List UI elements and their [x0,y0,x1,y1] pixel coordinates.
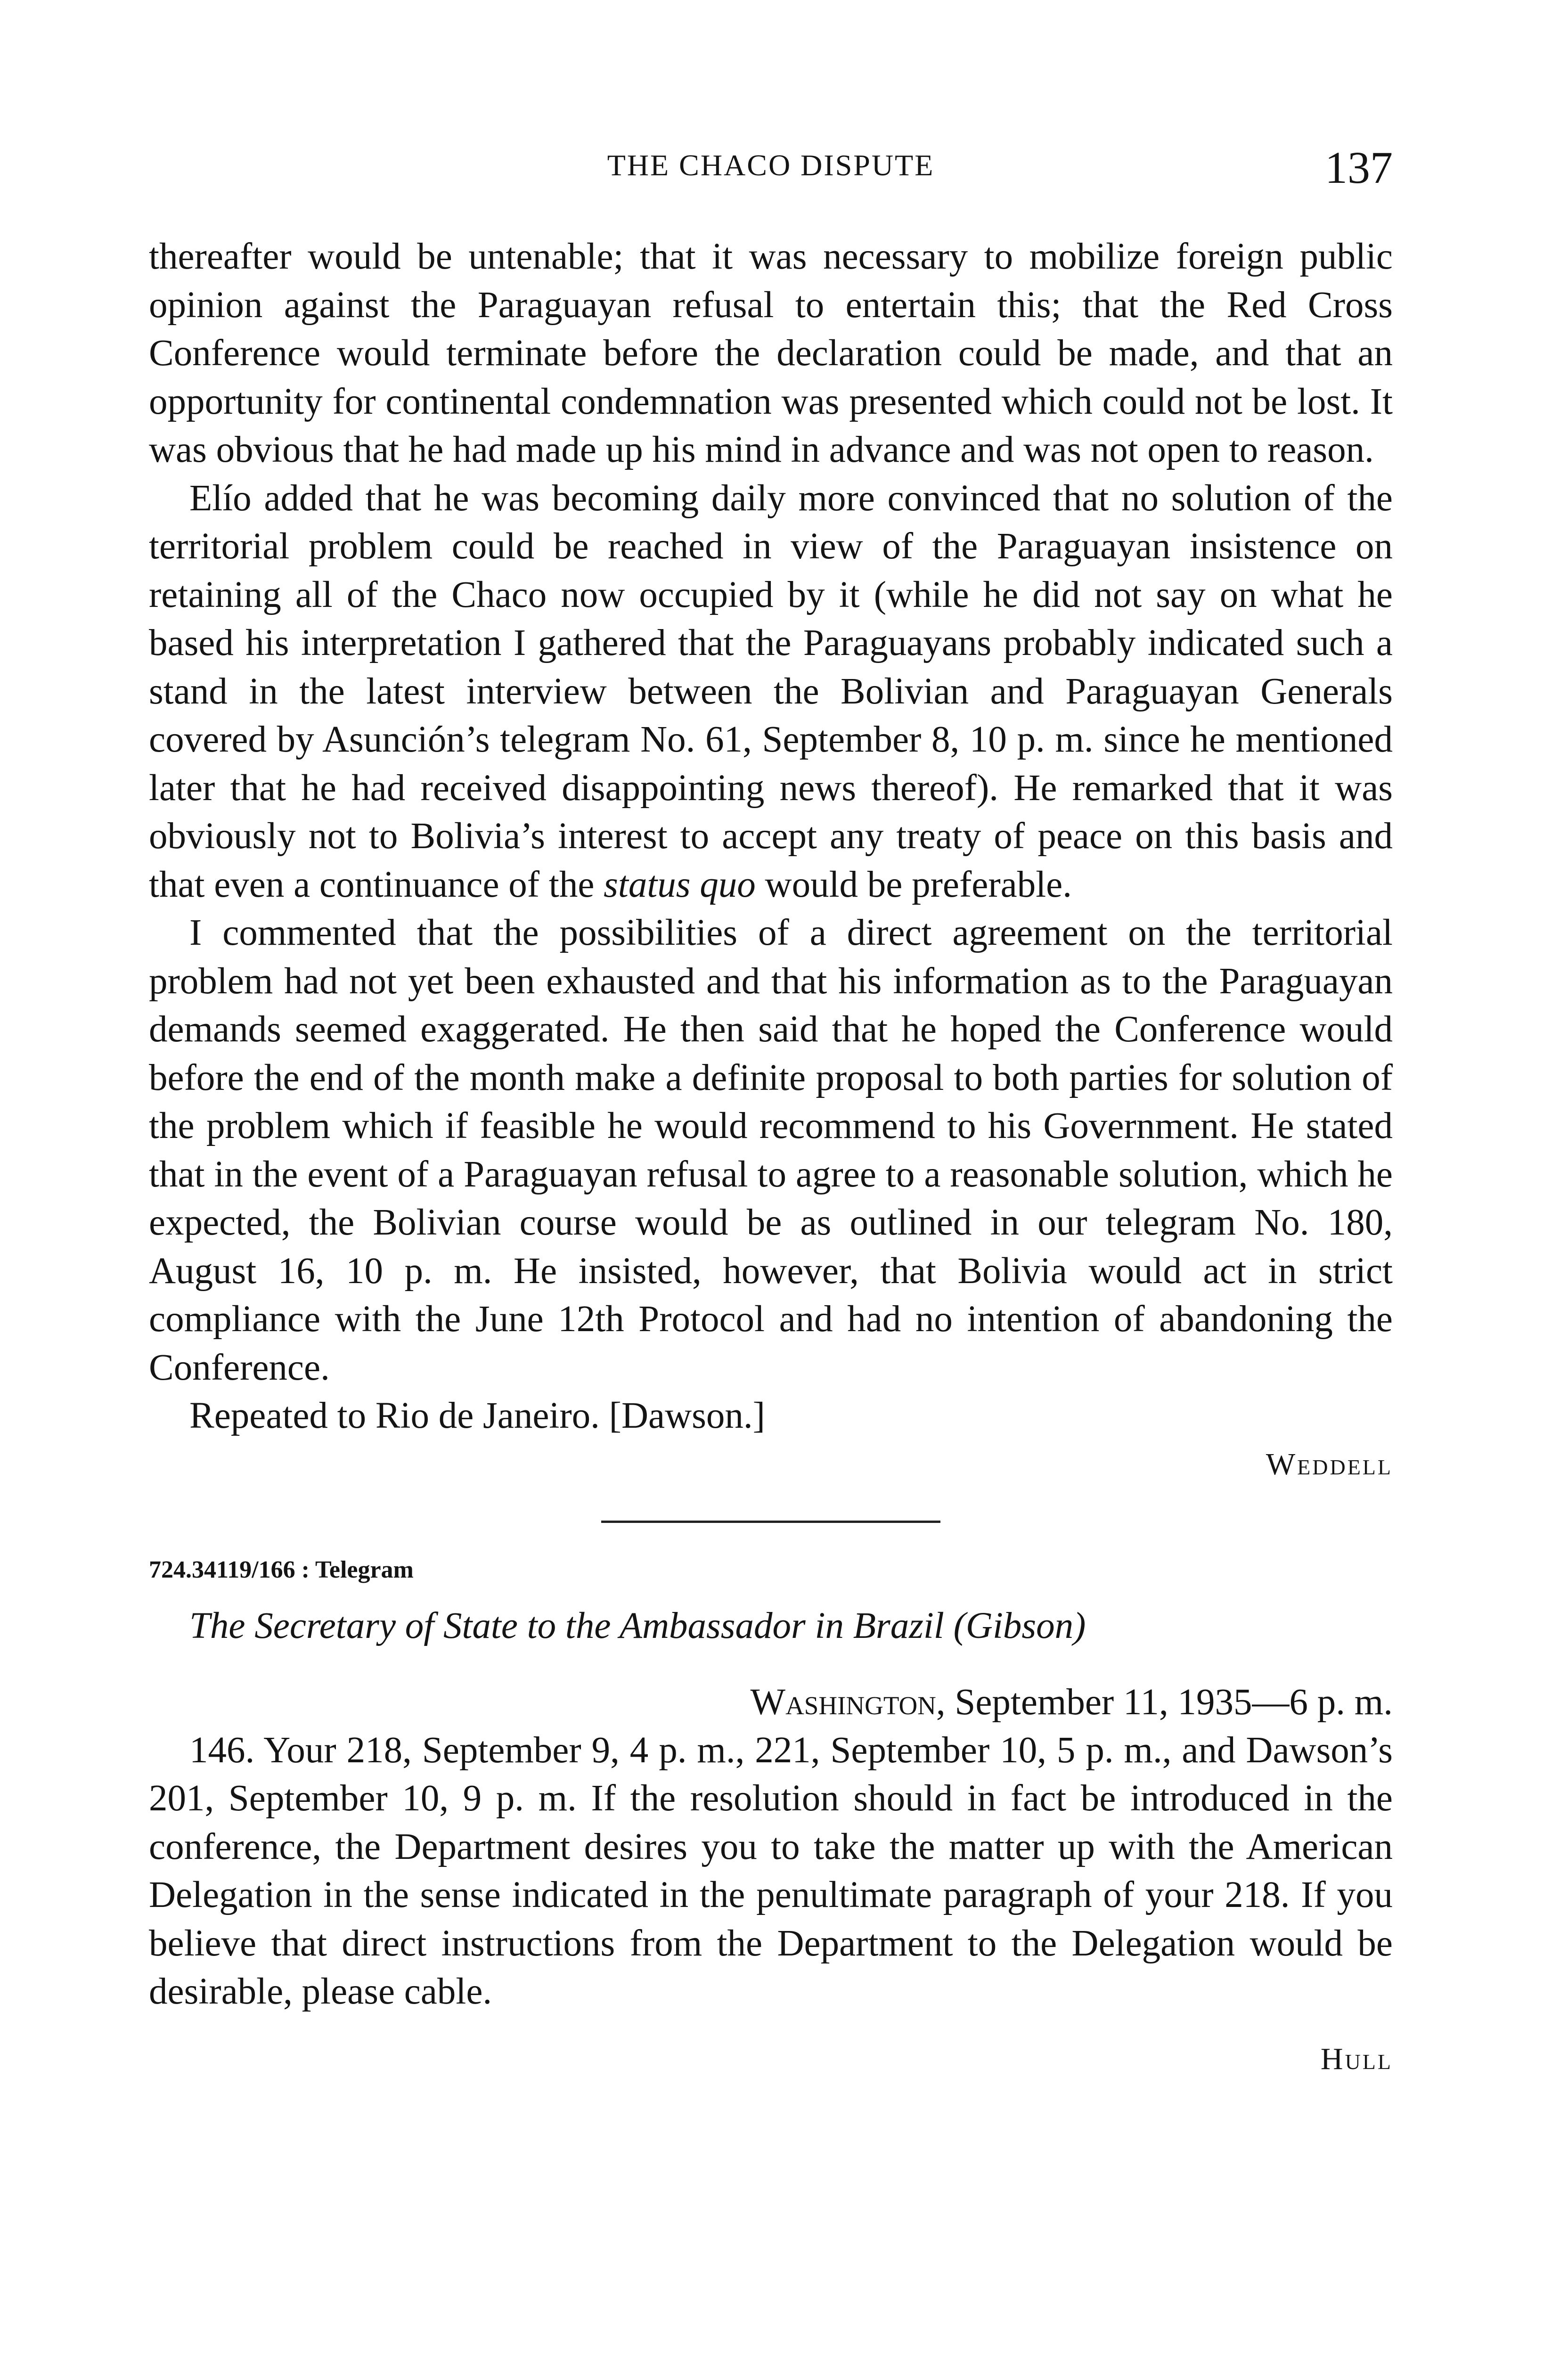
page-number: 137 [1325,142,1393,193]
body-text [149,233,1393,2083]
document-page [149,0,1393,2356]
dateline-date: , September 11, 1935—6 p. m. [936,1681,1393,1723]
status-quo-italic: status quo [604,864,756,905]
signature-hull: Hull [1320,2041,1393,2076]
paragraph-repeated: Repeated to Rio de Janeiro. [Dawson.] [189,1395,765,1436]
paragraph-commented: I commented that the possibilities of a direct agreement on the territorial problem had not yet been exhausted and that his information as to the Paraguayan demands seemed exaggerated. He then said that he hoped the Conference would before the end of the month make a definite proposal to both parties for solution of the problem which if feasible he would recommend to his Government. He stated that in the event of a Paraguayan refusal to agree to a reasonable solution, which he expected, the Bolivian course would be as outlined in our telegram No. 180, August 16, 10 p. m. He insisted, however, that Bolivia would act in strict compliance with the June 12th Protocol and had no intention of abandoning the Conference. [149,912,1393,1388]
section-divider [601,1521,940,1523]
paragraph-elio [149,474,1393,909]
running-head [149,141,1393,193]
running-title: THE CHACO DISPUTE [607,148,935,182]
signature-weddell: Weddell [1266,1447,1393,1481]
file-reference: 724.34119/166 : Telegram [149,1556,414,1583]
document-heading: The Secretary of State to the Ambassador in Brazil (Gibson) [189,1605,1086,1646]
dateline-place: Washington [750,1681,936,1723]
paragraph-elio-text: Elío added that he was becoming daily more convinced that no solution of the territorial problem could be reached in view of the Paraguayan insistence on retaining all of the Chaco now occupied by it (while he did not say on what he based his interpretation I gathered that the Paraguayans probably indicated such a stand in the latest interview between the Bolivian and Paraguayan Generals covered by Asunción’s telegram No. 61, September 8, 10 p. m. since he mentioned later that he had received disappointing news thereof). He remarked that it was obviously not to Bolivia’s interest to accept any treaty of peace on this basis and that even a continuance of the [149,477,1393,905]
paragraph-continued: thereafter would be untenable; that it was necessary to mobilize foreign public opinion against the Paraguayan refusal to entertain this; that the Red Cross Conference would terminate before the declaration could be made, and that an opportunity for continental condemnation was presented which could not be lost. It was obvious that he had made up his mind in advance and was not open to reason. [149,236,1393,470]
dateline [149,1678,1393,1726]
paragraph-telegram: 146. Your 218, September 9, 4 p. m., 221, September 10, 5 p. m., and Dawson’s 201, September 10, 9 p. m. If the resolution should in fact be introduced in the conference, the Department desires you to take the matter up with the American Delegation in the sense indicated in the penultimate paragraph of your 218. If you believe that direct instructions from the Department to the Delegation would be desirable, please cable. [149,1729,1393,2012]
paragraph-elio-tail: would be preferable. [755,864,1072,905]
